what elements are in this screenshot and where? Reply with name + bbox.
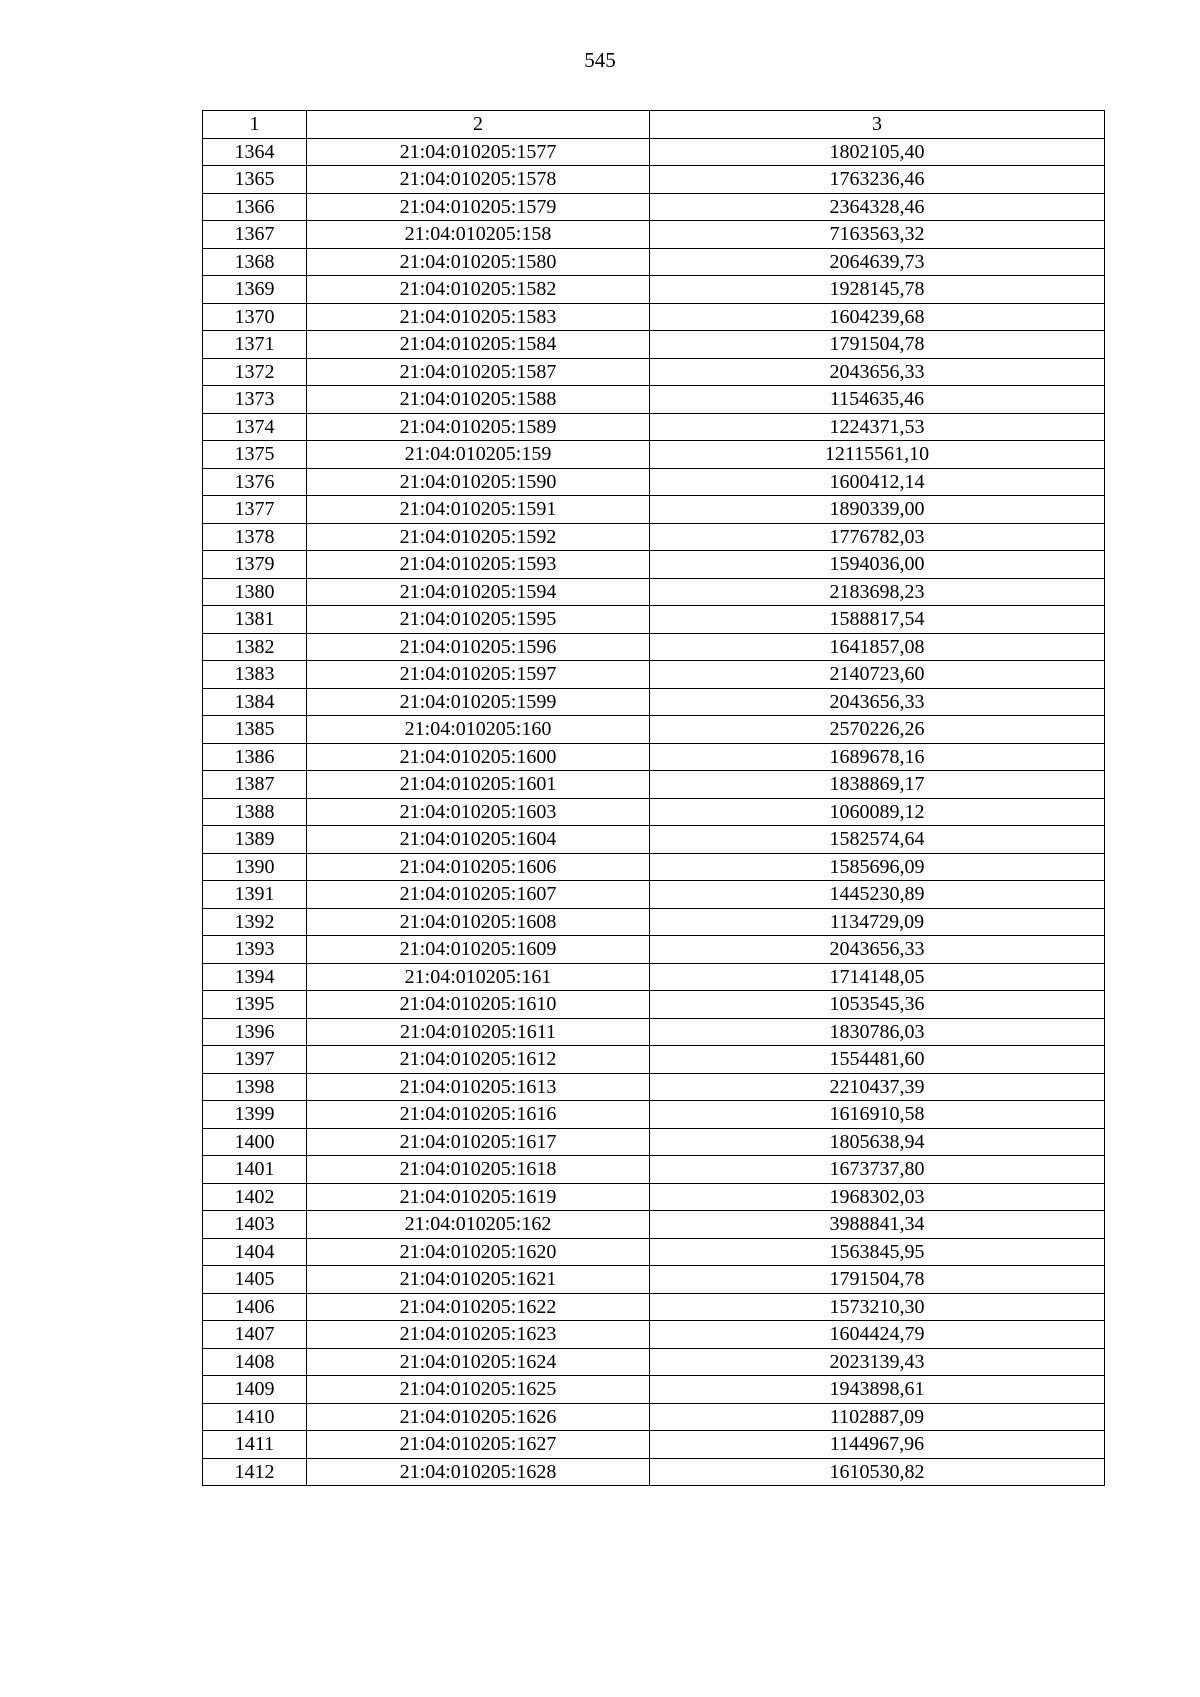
cadastral-number-cell: 21:04:010205:1616 xyxy=(307,1101,650,1129)
table-row xyxy=(203,138,1105,166)
row-number-cell: 1408 xyxy=(203,1348,307,1376)
cadastral-number-cell: 21:04:010205:160 xyxy=(307,716,650,744)
table-row xyxy=(203,578,1105,606)
value-cell: 1641857,08 xyxy=(650,633,1105,661)
row-number-cell: 1405 xyxy=(203,1266,307,1294)
table-row xyxy=(203,743,1105,771)
row-number-cell: 1389 xyxy=(203,826,307,854)
cadastral-number-cell: 21:04:010205:1613 xyxy=(307,1073,650,1101)
value-cell: 2183698,23 xyxy=(650,578,1105,606)
value-cell: 1928145,78 xyxy=(650,276,1105,304)
table-row xyxy=(203,1266,1105,1294)
row-number-cell: 1386 xyxy=(203,743,307,771)
cadastral-number-cell: 21:04:010205:159 xyxy=(307,441,650,469)
cadastral-number-cell: 21:04:010205:1579 xyxy=(307,193,650,221)
cadastral-number-cell: 21:04:010205:1622 xyxy=(307,1293,650,1321)
table-row xyxy=(203,1046,1105,1074)
table-row xyxy=(203,386,1105,414)
value-cell: 12115561,10 xyxy=(650,441,1105,469)
row-number-cell: 1369 xyxy=(203,276,307,304)
table-row xyxy=(203,193,1105,221)
data-table xyxy=(202,110,1105,1486)
value-cell: 1791504,78 xyxy=(650,1266,1105,1294)
value-cell: 1968302,03 xyxy=(650,1183,1105,1211)
value-cell: 1053545,36 xyxy=(650,991,1105,1019)
table-row xyxy=(203,1403,1105,1431)
table-row xyxy=(203,496,1105,524)
cadastral-number-cell: 21:04:010205:1603 xyxy=(307,798,650,826)
value-cell: 1144967,96 xyxy=(650,1431,1105,1459)
row-number-cell: 1387 xyxy=(203,771,307,799)
cadastral-number-cell: 21:04:010205:1618 xyxy=(307,1156,650,1184)
row-number-cell: 1384 xyxy=(203,688,307,716)
cadastral-number-cell: 21:04:010205:1625 xyxy=(307,1376,650,1404)
table-row xyxy=(203,908,1105,936)
table-row xyxy=(203,221,1105,249)
page-number: 545 xyxy=(584,48,616,72)
cadastral-number-cell: 21:04:010205:158 xyxy=(307,221,650,249)
table-row xyxy=(203,1458,1105,1486)
row-number-cell: 1370 xyxy=(203,303,307,331)
value-cell: 2023139,43 xyxy=(650,1348,1105,1376)
value-cell: 1582574,64 xyxy=(650,826,1105,854)
value-cell: 1890339,00 xyxy=(650,496,1105,524)
table-row xyxy=(203,1348,1105,1376)
row-number-cell: 1409 xyxy=(203,1376,307,1404)
table-row xyxy=(203,1156,1105,1184)
value-cell: 1714148,05 xyxy=(650,963,1105,991)
value-cell: 1060089,12 xyxy=(650,798,1105,826)
table-row xyxy=(203,936,1105,964)
table-row xyxy=(203,1128,1105,1156)
value-cell: 1616910,58 xyxy=(650,1101,1105,1129)
cadastral-number-cell: 21:04:010205:1628 xyxy=(307,1458,650,1486)
table-row xyxy=(203,1101,1105,1129)
table-row xyxy=(203,633,1105,661)
value-cell: 1102887,09 xyxy=(650,1403,1105,1431)
cadastral-number-cell: 21:04:010205:1617 xyxy=(307,1128,650,1156)
cadastral-number-cell: 21:04:010205:1593 xyxy=(307,551,650,579)
row-number-cell: 1403 xyxy=(203,1211,307,1239)
row-number-cell: 1380 xyxy=(203,578,307,606)
table-row xyxy=(203,716,1105,744)
value-cell: 1604239,68 xyxy=(650,303,1105,331)
cadastral-number-cell: 21:04:010205:1619 xyxy=(307,1183,650,1211)
row-number-cell: 1410 xyxy=(203,1403,307,1431)
cadastral-number-cell: 21:04:010205:1610 xyxy=(307,991,650,1019)
table-row xyxy=(203,441,1105,469)
cadastral-number-cell: 21:04:010205:1595 xyxy=(307,606,650,634)
row-number-cell: 1377 xyxy=(203,496,307,524)
table-row xyxy=(203,688,1105,716)
row-number-cell: 1407 xyxy=(203,1321,307,1349)
row-number-cell: 1379 xyxy=(203,551,307,579)
row-number-cell: 1398 xyxy=(203,1073,307,1101)
value-cell: 2064639,73 xyxy=(650,248,1105,276)
table-row xyxy=(203,963,1105,991)
cadastral-number-cell: 21:04:010205:162 xyxy=(307,1211,650,1239)
table-row xyxy=(203,248,1105,276)
row-number-cell: 1372 xyxy=(203,358,307,386)
row-number-cell: 1367 xyxy=(203,221,307,249)
table-row xyxy=(203,1293,1105,1321)
value-cell: 1588817,54 xyxy=(650,606,1105,634)
row-number-cell: 1393 xyxy=(203,936,307,964)
table-row xyxy=(203,1018,1105,1046)
cadastral-number-cell: 21:04:010205:161 xyxy=(307,963,650,991)
value-cell: 1791504,78 xyxy=(650,331,1105,359)
cadastral-number-cell: 21:04:010205:1624 xyxy=(307,1348,650,1376)
header-cell-1: 1 xyxy=(203,111,307,139)
table-row xyxy=(203,413,1105,441)
row-number-cell: 1411 xyxy=(203,1431,307,1459)
cadastral-number-cell: 21:04:010205:1591 xyxy=(307,496,650,524)
value-cell: 2043656,33 xyxy=(650,936,1105,964)
cadastral-number-cell: 21:04:010205:1626 xyxy=(307,1403,650,1431)
row-number-cell: 1390 xyxy=(203,853,307,881)
value-cell: 1610530,82 xyxy=(650,1458,1105,1486)
value-cell: 1573210,30 xyxy=(650,1293,1105,1321)
value-cell: 1838869,17 xyxy=(650,771,1105,799)
header-cell-3: 3 xyxy=(650,111,1105,139)
cadastral-number-cell: 21:04:010205:1578 xyxy=(307,166,650,194)
cadastral-number-cell: 21:04:010205:1623 xyxy=(307,1321,650,1349)
table-row xyxy=(203,991,1105,1019)
table-row xyxy=(203,276,1105,304)
table-row xyxy=(203,1073,1105,1101)
cadastral-number-cell: 21:04:010205:1608 xyxy=(307,908,650,936)
value-cell: 1830786,03 xyxy=(650,1018,1105,1046)
row-number-cell: 1371 xyxy=(203,331,307,359)
row-number-cell: 1374 xyxy=(203,413,307,441)
value-cell: 1802105,40 xyxy=(650,138,1105,166)
row-number-cell: 1395 xyxy=(203,991,307,1019)
table-row xyxy=(203,1321,1105,1349)
row-number-cell: 1373 xyxy=(203,386,307,414)
value-cell: 1594036,00 xyxy=(650,551,1105,579)
row-number-cell: 1365 xyxy=(203,166,307,194)
cadastral-number-cell: 21:04:010205:1599 xyxy=(307,688,650,716)
header-cell-2: 2 xyxy=(307,111,650,139)
cadastral-number-cell: 21:04:010205:1588 xyxy=(307,386,650,414)
row-number-cell: 1375 xyxy=(203,441,307,469)
row-number-cell: 1391 xyxy=(203,881,307,909)
row-number-cell: 1396 xyxy=(203,1018,307,1046)
cadastral-number-cell: 21:04:010205:1612 xyxy=(307,1046,650,1074)
cadastral-number-cell: 21:04:010205:1592 xyxy=(307,523,650,551)
row-number-cell: 1378 xyxy=(203,523,307,551)
cadastral-number-cell: 21:04:010205:1584 xyxy=(307,331,650,359)
value-cell: 1585696,09 xyxy=(650,853,1105,881)
cadastral-number-cell: 21:04:010205:1606 xyxy=(307,853,650,881)
table-row xyxy=(203,606,1105,634)
cadastral-number-cell: 21:04:010205:1596 xyxy=(307,633,650,661)
cadastral-number-cell: 21:04:010205:1590 xyxy=(307,468,650,496)
row-number-cell: 1397 xyxy=(203,1046,307,1074)
cadastral-number-cell: 21:04:010205:1604 xyxy=(307,826,650,854)
value-cell: 1763236,46 xyxy=(650,166,1105,194)
cadastral-number-cell: 21:04:010205:1589 xyxy=(307,413,650,441)
cadastral-number-cell: 21:04:010205:1601 xyxy=(307,771,650,799)
table-row xyxy=(203,798,1105,826)
value-cell: 2210437,39 xyxy=(650,1073,1105,1101)
row-number-cell: 1394 xyxy=(203,963,307,991)
row-number-cell: 1383 xyxy=(203,661,307,689)
row-number-cell: 1392 xyxy=(203,908,307,936)
cadastral-number-cell: 21:04:010205:1594 xyxy=(307,578,650,606)
cadastral-number-cell: 21:04:010205:1577 xyxy=(307,138,650,166)
value-cell: 1563845,95 xyxy=(650,1238,1105,1266)
cadastral-number-cell: 21:04:010205:1587 xyxy=(307,358,650,386)
table-row xyxy=(203,523,1105,551)
table-row xyxy=(203,358,1105,386)
cadastral-number-cell: 21:04:010205:1582 xyxy=(307,276,650,304)
value-cell: 2140723,60 xyxy=(650,661,1105,689)
table-row xyxy=(203,1238,1105,1266)
table-body xyxy=(203,111,1105,1486)
table-row xyxy=(203,166,1105,194)
value-cell: 2043656,33 xyxy=(650,358,1105,386)
value-cell: 2570226,26 xyxy=(650,716,1105,744)
cadastral-number-cell: 21:04:010205:1620 xyxy=(307,1238,650,1266)
table-row xyxy=(203,1376,1105,1404)
row-number-cell: 1381 xyxy=(203,606,307,634)
value-cell: 1154635,46 xyxy=(650,386,1105,414)
table-row xyxy=(203,826,1105,854)
row-number-cell: 1376 xyxy=(203,468,307,496)
value-cell: 3988841,34 xyxy=(650,1211,1105,1239)
row-number-cell: 1382 xyxy=(203,633,307,661)
value-cell: 1689678,16 xyxy=(650,743,1105,771)
row-number-cell: 1404 xyxy=(203,1238,307,1266)
table-row xyxy=(203,303,1105,331)
value-cell: 2043656,33 xyxy=(650,688,1105,716)
cadastral-number-cell: 21:04:010205:1600 xyxy=(307,743,650,771)
cadastral-number-cell: 21:04:010205:1627 xyxy=(307,1431,650,1459)
cadastral-number-cell: 21:04:010205:1611 xyxy=(307,1018,650,1046)
row-number-cell: 1385 xyxy=(203,716,307,744)
table-row xyxy=(203,771,1105,799)
cadastral-number-cell: 21:04:010205:1609 xyxy=(307,936,650,964)
table-row xyxy=(203,661,1105,689)
table-row xyxy=(203,881,1105,909)
value-cell: 1134729,09 xyxy=(650,908,1105,936)
table-row xyxy=(203,331,1105,359)
table-row xyxy=(203,853,1105,881)
value-cell: 1673737,80 xyxy=(650,1156,1105,1184)
value-cell: 1943898,61 xyxy=(650,1376,1105,1404)
value-cell: 1600412,14 xyxy=(650,468,1105,496)
table-row xyxy=(203,1183,1105,1211)
row-number-cell: 1412 xyxy=(203,1458,307,1486)
row-number-cell: 1399 xyxy=(203,1101,307,1129)
row-number-cell: 1401 xyxy=(203,1156,307,1184)
row-number-cell: 1402 xyxy=(203,1183,307,1211)
row-number-cell: 1366 xyxy=(203,193,307,221)
value-cell: 1554481,60 xyxy=(650,1046,1105,1074)
cadastral-number-cell: 21:04:010205:1580 xyxy=(307,248,650,276)
value-cell: 1604424,79 xyxy=(650,1321,1105,1349)
table-row xyxy=(203,551,1105,579)
table-row xyxy=(203,1211,1105,1239)
row-number-cell: 1388 xyxy=(203,798,307,826)
row-number-cell: 1368 xyxy=(203,248,307,276)
value-cell: 1805638,94 xyxy=(650,1128,1105,1156)
row-number-cell: 1400 xyxy=(203,1128,307,1156)
row-number-cell: 1364 xyxy=(203,138,307,166)
cadastral-number-cell: 21:04:010205:1607 xyxy=(307,881,650,909)
row-number-cell: 1406 xyxy=(203,1293,307,1321)
value-cell: 2364328,46 xyxy=(650,193,1105,221)
value-cell: 7163563,32 xyxy=(650,221,1105,249)
cadastral-number-cell: 21:04:010205:1621 xyxy=(307,1266,650,1294)
value-cell: 1445230,89 xyxy=(650,881,1105,909)
cadastral-number-cell: 21:04:010205:1597 xyxy=(307,661,650,689)
cadastral-number-cell: 21:04:010205:1583 xyxy=(307,303,650,331)
table-row xyxy=(203,1431,1105,1459)
table-row xyxy=(203,468,1105,496)
value-cell: 1224371,53 xyxy=(650,413,1105,441)
table-header-row xyxy=(203,111,1105,139)
value-cell: 1776782,03 xyxy=(650,523,1105,551)
